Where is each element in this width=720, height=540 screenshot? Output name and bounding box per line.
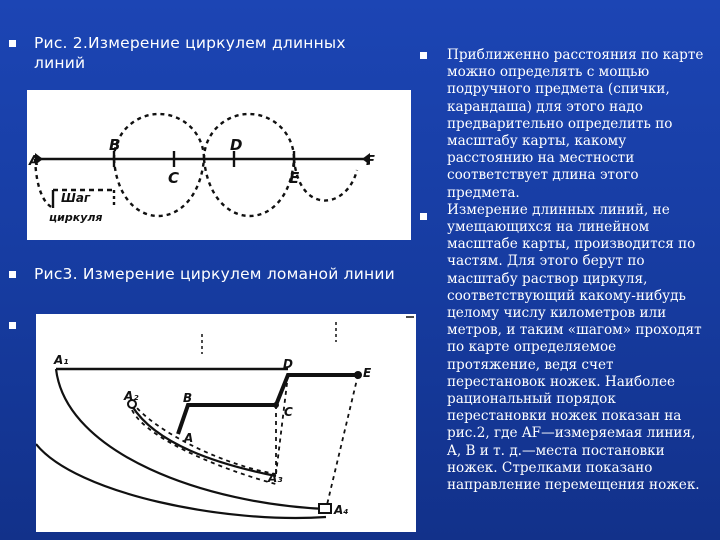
upper-arc-1	[114, 114, 204, 159]
marker-e	[354, 371, 362, 379]
lower-arc-1	[114, 159, 204, 216]
label-e: E	[289, 169, 300, 187]
label-b: B	[183, 391, 193, 405]
right-text-column	[447, 47, 709, 494]
label-d: D	[283, 357, 293, 371]
bullet-empty	[9, 322, 16, 329]
caption-fig2: Рис. 2.Измерение циркулем длинных линий	[34, 34, 346, 72]
figure-3-drawing	[36, 314, 416, 532]
label-b: B	[109, 136, 121, 154]
label-a1: A₁	[54, 353, 69, 367]
label-c: C	[168, 169, 180, 187]
curve-a-a2	[132, 406, 276, 476]
dash-e-a4	[326, 375, 358, 509]
label-c: C	[284, 405, 293, 419]
bullet-right-1	[420, 52, 427, 59]
bullet-right-2	[420, 213, 427, 220]
figure-3-compass-broken-line	[36, 314, 416, 532]
right-paragraph-1: Приближенно расстояния по карте можно определять с мощью подручного предмета (спички, карандаша) для этого надо предварительно определить по масштабу карты, какому расстоянию на местности соответствует длина этого предмета.	[447, 47, 704, 201]
figure-2-drawing	[27, 90, 411, 240]
figure-2-compass-long-line	[27, 90, 411, 240]
label-a: A	[184, 431, 194, 445]
label-d: D	[230, 136, 243, 154]
marker-a4	[319, 504, 331, 513]
broken-line-abcde	[178, 375, 358, 434]
label-step-1: Шаг	[61, 191, 91, 205]
lower-arc-end	[294, 159, 357, 201]
caption-fig3: Рис3. Измерение циркулем ломаной линии	[34, 265, 395, 283]
label-a: A	[29, 154, 40, 169]
label-step-2: циркуля	[49, 211, 103, 224]
right-paragraph-2: Измерение длинных линий, не умещающихся на линейном масштабе карты, производится по частям. Для этого берут по масштабу раствор циркуля, соответствующий какому-нибудь целому числу километров или метров, и таким «шагом» проходят по карте определяемое протяжение, ведя счет перестановок ножек. Наиболее рациональный порядок перестановки ножек показан на рис.2, где AF—измеряемая линия, A, B и т. д.—места постановки ножек. Стрелками показано направление перемещения ножек.	[447, 201, 702, 494]
label-a3: A₃	[268, 471, 283, 485]
dash-arc-a2	[132, 402, 276, 474]
marker-c	[273, 402, 279, 408]
label-a2: A₂	[124, 389, 139, 403]
upper-arc-2	[204, 114, 294, 159]
label-a4: A₄	[334, 503, 349, 517]
bullet-fig3	[9, 271, 16, 278]
dash-arc-a3	[132, 410, 276, 484]
bullet-fig2	[9, 40, 16, 47]
label-f: F	[366, 154, 375, 169]
label-e: E	[363, 366, 372, 380]
lower-arc-2	[204, 159, 294, 216]
